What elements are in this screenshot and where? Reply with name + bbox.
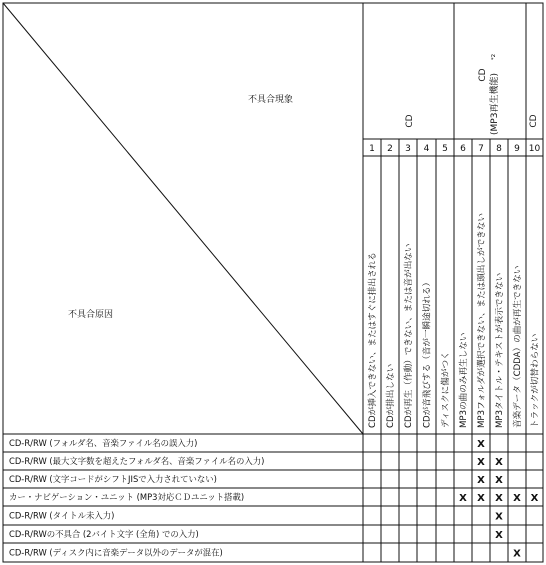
group-label-mp3-line1: CD bbox=[478, 68, 488, 82]
group-label-mp3-note: *2 bbox=[491, 53, 497, 61]
symptom-label: CDが音飛びする（音が一瞬途切れる） bbox=[422, 277, 433, 428]
x-mark: X bbox=[477, 493, 485, 504]
column-number: 3 bbox=[405, 144, 411, 154]
group-label-cd-2: CD bbox=[529, 114, 539, 128]
x-mark: X bbox=[495, 457, 503, 468]
x-mark: X bbox=[459, 493, 467, 504]
symptom-heading: 不具合現象 bbox=[248, 95, 294, 105]
symptom-column-4 bbox=[421, 144, 433, 428]
symptom-column-1 bbox=[366, 144, 378, 428]
cause-label: CD-R/RW (タイトル未入力) bbox=[9, 510, 115, 521]
symptom-label: CDが再生（作動）できない、または音が出ない bbox=[404, 243, 414, 428]
group-header-cd bbox=[405, 114, 415, 127]
corner-diagonal bbox=[3, 3, 363, 434]
column-number: 5 bbox=[442, 144, 448, 154]
symptom-column-7 bbox=[475, 144, 487, 428]
column-number: 6 bbox=[460, 144, 466, 154]
symptom-label: 音楽データ（CDDA）の曲が再生できない bbox=[513, 265, 523, 428]
cause-label: CD-R/RW (フォルダ名、音楽ファイル名の誤入力) bbox=[9, 438, 198, 448]
symptom-label: トラックが切替わらない bbox=[530, 333, 541, 428]
symptom-column-8 bbox=[493, 144, 505, 428]
row-layer bbox=[9, 438, 539, 560]
group-header-mp3 bbox=[478, 54, 500, 135]
cause-row bbox=[9, 548, 521, 560]
x-mark: X bbox=[477, 439, 485, 450]
cause-row bbox=[9, 456, 503, 468]
symptom-label: MP3の曲のみ再生しない bbox=[459, 332, 469, 428]
cause-row bbox=[9, 438, 485, 450]
cause-row bbox=[9, 474, 503, 486]
group-header-cd-2 bbox=[529, 114, 539, 127]
symptom-column-6 bbox=[457, 144, 469, 428]
symptom-label: CDが挿入できない、またはすぐに排出される bbox=[368, 252, 378, 428]
symptom-label: MP3タイトル・テキストが表示できない bbox=[495, 272, 505, 428]
x-mark: X bbox=[495, 475, 503, 486]
column-number: 2 bbox=[387, 144, 393, 154]
column-layer bbox=[366, 144, 541, 428]
column-number: 7 bbox=[478, 144, 484, 154]
cause-row bbox=[9, 511, 503, 523]
x-mark: X bbox=[495, 511, 503, 523]
cause-row bbox=[9, 529, 503, 541]
column-number: 1 bbox=[369, 144, 375, 154]
cause-label: CD-R/RW (最大文字数を超えたフォルダ名、音楽ファイル名の入力) bbox=[9, 456, 265, 466]
cause-label: カー・ナビゲーション・ユニット (MP3対応ＣＤユニット搭載) bbox=[9, 492, 245, 502]
cause-label: CD-R/RW (文字コードがシフトJISで入力されていない) bbox=[9, 474, 217, 484]
symptom-label: MP3フォルダが選択できない、または頭出しができない bbox=[477, 213, 487, 428]
column-number: 9 bbox=[514, 144, 520, 154]
x-mark: X bbox=[530, 493, 539, 504]
symptom-label: CDが排出しない bbox=[386, 363, 396, 428]
x-mark: X bbox=[495, 493, 503, 504]
column-number: 8 bbox=[496, 144, 502, 154]
x-mark: X bbox=[495, 530, 503, 541]
column-number: 10 bbox=[528, 144, 541, 154]
group-label-mp3-line2: (MP3再生機能) bbox=[490, 73, 500, 135]
cause-row bbox=[9, 492, 539, 504]
symptom-column-2 bbox=[384, 144, 396, 428]
column-number: 4 bbox=[423, 144, 430, 154]
x-mark: X bbox=[513, 548, 521, 560]
corner-header bbox=[3, 3, 363, 434]
x-mark: X bbox=[513, 493, 521, 504]
x-mark: X bbox=[477, 457, 485, 468]
symptom-column-10 bbox=[529, 144, 541, 428]
symptom-column-5 bbox=[439, 144, 451, 428]
symptom-label: ディスクに傷がつく bbox=[441, 351, 451, 428]
group-label-cd: CD bbox=[405, 114, 415, 128]
cause-label: CD-R/RW (ディスク内に音楽データ以外のデータが混在) bbox=[9, 547, 223, 558]
symptom-column-9 bbox=[511, 144, 523, 428]
x-mark: X bbox=[477, 475, 485, 486]
cause-heading: 不具合原因 bbox=[68, 310, 114, 320]
symptom-column-3 bbox=[402, 144, 414, 428]
cause-label: CD-R/RWの不具合 (2バイト文字 (全角) での入力) bbox=[9, 529, 199, 539]
